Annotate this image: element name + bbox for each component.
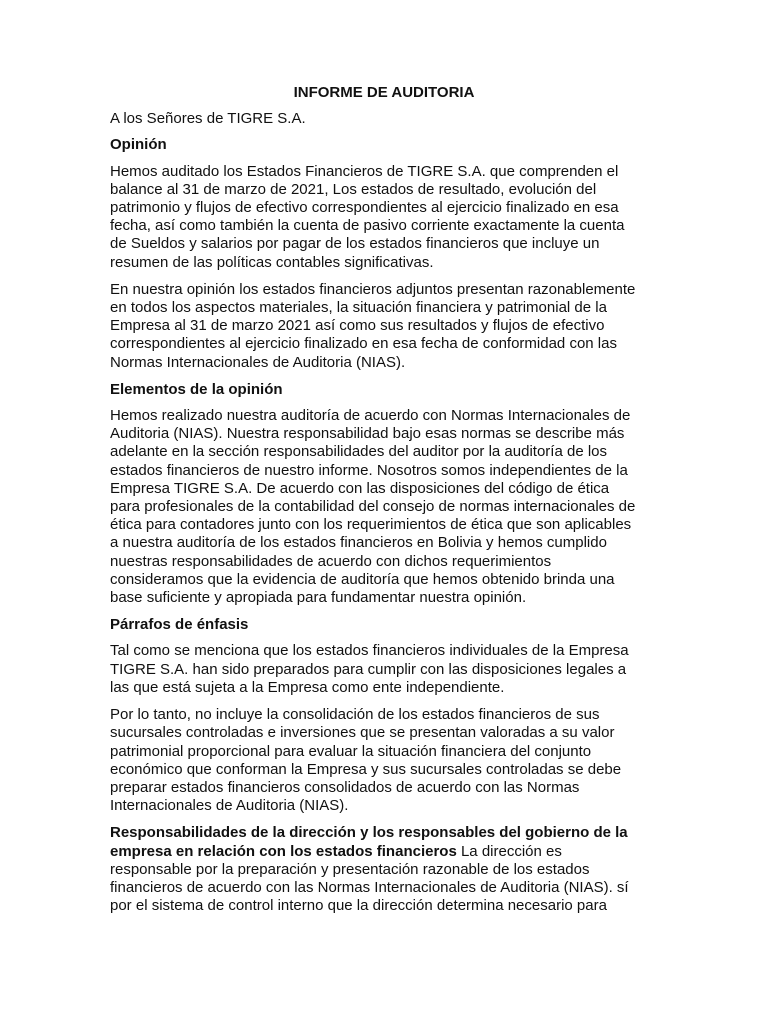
text-line: Auditoria (NIAS). Nuestra responsabilidad bajo esas normas se describe más	[110, 425, 625, 443]
text-line: TIGRE S.A. han sido preparados para cumplir con las disposiciones legales a	[110, 660, 627, 678]
text-line: Internacionales de Auditoria (NIAS).	[110, 797, 349, 815]
text-line: base suficiente y apropiada para fundamentar nuestra opinión.	[110, 589, 527, 607]
paragraph-enfasis-2	[110, 706, 650, 815]
text-line: estados financieros de nuestro informe. Nosotros somos independientes de la	[110, 461, 628, 479]
text-line: patrimonial proporcional para evaluar la situación financiera del conjunto	[110, 742, 592, 760]
text-line: responsable por la preparación y presentación razonable de los estados	[110, 860, 590, 878]
text-line: Normas Internacionales de Auditoria (NIAS).	[110, 353, 406, 371]
text-line: las que está sujeta a la Empresa como ente independiente.	[110, 678, 505, 696]
text-line: resumen de las políticas contables significativas.	[110, 253, 434, 271]
heading-responsabilidades-line-2: empresa en relación con los estados financieros	[110, 842, 457, 860]
text-line: preparar estados financieros consolidados de acuerdo con las Normas	[110, 778, 580, 796]
paragraph-enfasis-1	[110, 642, 650, 697]
document-page	[110, 84, 650, 924]
text-line: fecha, así como también la cuenta de pasivo corriente exactamente la cuenta	[110, 217, 625, 235]
text-line: para profesionales de la contabilidad del consejo de normas internacionales de	[110, 498, 636, 516]
paragraph-opinion-1	[110, 163, 650, 272]
text-line: de Sueldos y salarios por pagar de los estados financieros que incluye un	[110, 235, 600, 253]
text-line: económico que conforman la Empresa y sus sucursales controladas se debe	[110, 760, 622, 778]
paragraph-elementos	[110, 407, 650, 607]
text-line: sucursales controladas e inversiones que se presentan valoradas a su valor	[110, 724, 615, 742]
text-line: en todos los aspectos materiales, la situación financiera y patrimonial de la	[110, 299, 607, 317]
heading-opinion: Opinión	[110, 136, 167, 154]
text-line: Hemos auditado los Estados Financieros de TIGRE S.A. que comprenden el	[110, 162, 619, 180]
text-line: ética para contadores junto con los requerimientos de ética que son aplicables	[110, 516, 632, 534]
paragraph-responsabilidades	[110, 824, 650, 915]
heading-elementos: Elementos de la opinión	[110, 380, 283, 398]
text-line: correspondientes al ejercicio finalizado en esa fecha de conformidad con las	[110, 335, 617, 353]
heading-enfasis: Párrafos de énfasis	[110, 616, 249, 634]
heading-responsabilidades-line-1: Responsabilidades de la dirección y los responsables del gobierno de la	[110, 824, 628, 842]
text-line: patrimonio y flujos de efectivo correspondientes al ejercicio finalizado en esa	[110, 199, 619, 217]
text-line: balance al 31 de marzo de 2021, Los estados de resultado, evolución del	[110, 180, 597, 198]
document-title: INFORME DE AUDITORIA	[293, 84, 475, 101]
text-line: financieros de acuerdo con las Normas Internacionales de Auditoria (NIAS). sí	[110, 878, 629, 896]
text-line: Empresa TIGRE S.A. De acuerdo con las disposiciones del código de ética	[110, 479, 610, 497]
text-line	[110, 843, 650, 861]
text-line: a nuestra auditoría de los estados financieros en Bolivia y hemos cumplido	[110, 534, 607, 552]
text-line: Hemos realizado nuestra auditoría de acuerdo con Normas Internacionales de	[110, 407, 631, 425]
text-line: consideramos que la evidencia de auditoría que hemos obtenido brinda una	[110, 570, 615, 588]
salutation: A los Señores de TIGRE S.A.	[110, 110, 306, 128]
text-line: adelante en la sección responsabilidades del auditor por la auditoría de los	[110, 443, 607, 461]
text-line: Tal como se menciona que los estados financieros individuales de la Empresa	[110, 642, 629, 660]
heading-tail-text: La dirección es	[456, 842, 562, 860]
text-line: En nuestra opinión los estados financieros adjuntos presentan razonablemente	[110, 280, 636, 298]
text-line: Por lo tanto, no incluye la consolidación de los estados financieros de sus	[110, 706, 600, 724]
text-line: nuestras responsabilidades de acuerdo con dichos requerimientos	[110, 552, 552, 570]
text-line: Empresa al 31 de marzo 2021 así como sus resultados y flujos de efectivo	[110, 317, 605, 335]
text-line: por el sistema de control interno que la dirección determina necesario para	[110, 897, 607, 915]
paragraph-opinion-2	[110, 281, 650, 372]
